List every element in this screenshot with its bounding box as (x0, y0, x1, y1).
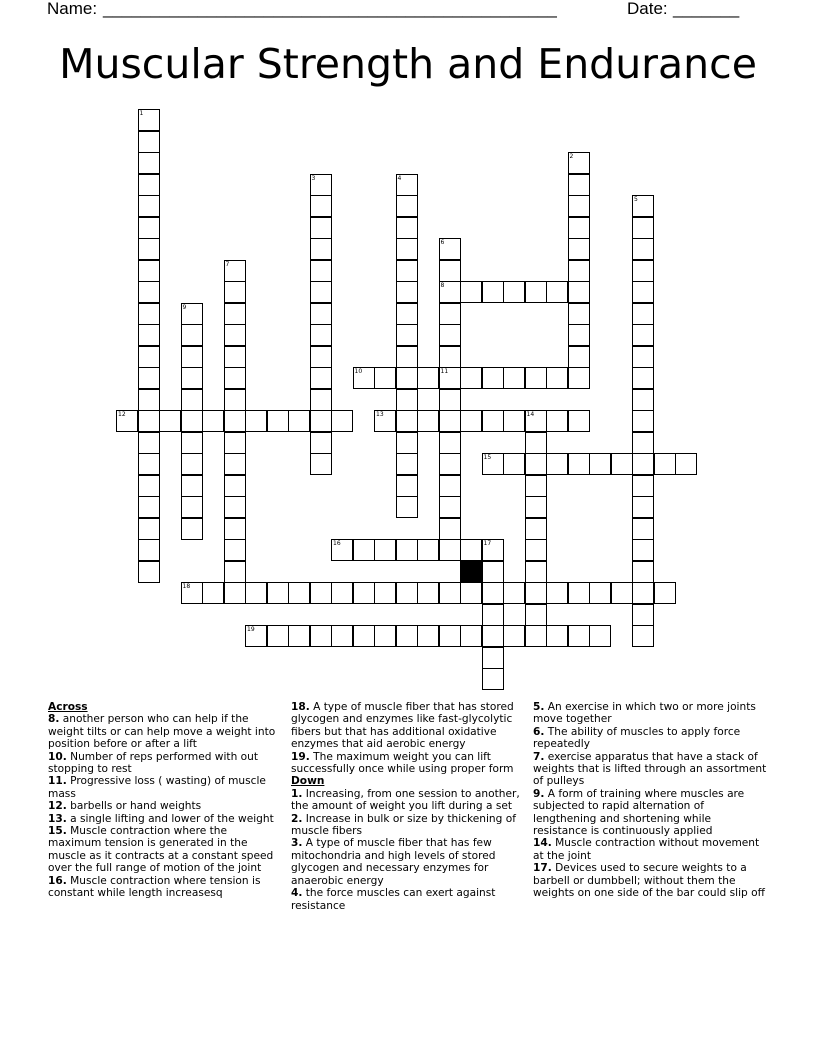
grid-cell[interactable] (396, 539, 418, 561)
grid-cell[interactable] (181, 346, 203, 368)
clue-number: 2 (569, 153, 574, 160)
grid-cell[interactable] (396, 582, 418, 604)
grid-cell[interactable] (525, 453, 547, 475)
clue-text: another person who can help if the weight tilts or can help move a weight into position before or after a lift (48, 713, 276, 751)
grid-cell[interactable] (181, 475, 203, 497)
grid-cell[interactable] (181, 367, 203, 389)
grid-cell[interactable] (632, 518, 654, 540)
grid-cell[interactable] (138, 281, 160, 303)
clue-text: A type of muscle fiber that has few mitochondria and high levels of stored glycogen and necessary enzymes for anaerobic energy (291, 837, 496, 887)
grid-cell[interactable] (310, 410, 332, 432)
grid-cell[interactable] (138, 260, 160, 282)
grid-cell[interactable] (525, 432, 547, 454)
down-clue (291, 837, 526, 887)
grid-cell[interactable] (138, 432, 160, 454)
clue-number: 13 (376, 411, 384, 418)
across-heading: Across (48, 701, 88, 713)
grid-cell[interactable] (439, 410, 461, 432)
clues-column-1 (48, 701, 283, 900)
clue-number: 18 (182, 583, 191, 590)
grid-cell[interactable] (632, 604, 654, 626)
down-clue (533, 726, 768, 751)
grid-cell[interactable] (224, 496, 246, 518)
clue-number: 17 (483, 540, 492, 547)
grid-cell[interactable] (224, 367, 246, 389)
clue-number-label: 9. (533, 787, 545, 800)
clue-text: A form of training where muscles are subjected to rapid alternation of lengthening and shortening while resistance is continuously applied (533, 787, 745, 838)
grid-cell[interactable] (503, 625, 525, 647)
grid-cell[interactable] (439, 324, 461, 346)
grid-cell[interactable] (353, 539, 375, 561)
grid-cell[interactable] (417, 539, 439, 561)
grid-cell[interactable] (632, 625, 654, 647)
grid-cell[interactable] (632, 496, 654, 518)
grid-cell[interactable] (525, 518, 547, 540)
grid-cell[interactable] (417, 625, 439, 647)
grid-cell[interactable] (525, 475, 547, 497)
grid-cell[interactable] (396, 389, 418, 411)
grid-cell[interactable] (353, 625, 375, 647)
grid-cell[interactable] (396, 410, 418, 432)
grid-cell[interactable] (568, 625, 590, 647)
grid-cell[interactable] (138, 410, 160, 432)
clue-number-label: 1. (291, 787, 303, 800)
grid-cell[interactable] (525, 582, 547, 604)
grid-cell[interactable] (138, 389, 160, 411)
across-clue (48, 813, 283, 825)
grid-cell[interactable] (632, 281, 654, 303)
grid-cell[interactable] (396, 367, 418, 389)
grid-cell[interactable] (396, 432, 418, 454)
grid-cell[interactable] (632, 475, 654, 497)
grid-cell[interactable] (138, 518, 160, 540)
grid-cell[interactable] (396, 496, 418, 518)
grid-cell[interactable] (224, 410, 246, 432)
grid-cell[interactable] (181, 518, 203, 540)
grid-cell[interactable] (288, 410, 310, 432)
grid-cell[interactable] (439, 496, 461, 518)
grid-cell[interactable] (546, 281, 568, 303)
grid-cell[interactable] (482, 647, 504, 669)
grid-cell[interactable] (568, 238, 590, 260)
grid-cell[interactable] (331, 625, 353, 647)
grid-cell[interactable] (632, 346, 654, 368)
grid-cell[interactable] (224, 453, 246, 475)
clue-number-label: 2. (291, 812, 303, 825)
across-clue (291, 751, 526, 776)
grid-cell[interactable] (310, 432, 332, 454)
clue-number: 6 (440, 239, 445, 246)
grid-cell[interactable] (224, 303, 246, 325)
grid-cell[interactable] (439, 432, 461, 454)
clue-number-label: 19. (291, 750, 310, 763)
grid-cell[interactable] (439, 518, 461, 540)
grid-cell[interactable] (138, 346, 160, 368)
grid-cell[interactable] (568, 174, 590, 196)
grid-cell[interactable] (546, 625, 568, 647)
grid-cell[interactable] (267, 625, 289, 647)
down-clue (291, 887, 526, 912)
grid-cell[interactable] (288, 625, 310, 647)
grid-cell[interactable] (460, 539, 482, 561)
grid-cell[interactable] (138, 303, 160, 325)
grid-cell[interactable] (460, 625, 482, 647)
clue-number-label: 14. (533, 837, 552, 850)
down-clue (533, 837, 768, 862)
grid-cell[interactable] (439, 260, 461, 282)
grid-cell[interactable] (589, 453, 611, 475)
clue-number-label: 7. (533, 750, 545, 763)
grid-cell[interactable] (310, 217, 332, 239)
grid-cell[interactable] (568, 324, 590, 346)
grid-cell[interactable] (568, 217, 590, 239)
clue-text: exercise apparatus that have a stack of weights that is lifted through an assortment of pulleys (533, 750, 767, 788)
date-line[interactable]: _______ (673, 0, 740, 18)
grid-cell[interactable] (181, 496, 203, 518)
grid-cell[interactable] (138, 539, 160, 561)
grid-cell[interactable] (396, 324, 418, 346)
grid-cell[interactable] (288, 582, 310, 604)
across-clues-part-1 (48, 713, 283, 899)
down-clue (291, 813, 526, 838)
clue-number: 14 (526, 411, 535, 418)
clue-text: Muscle contraction where the maximum tension is generated in the muscle as it contracts at a constant speed over the full range of motion of the joint (48, 825, 274, 875)
across-clue (48, 775, 283, 800)
clue-text: Muscle contraction where tension is constant while length increasesq (48, 874, 261, 900)
grid-cell[interactable] (138, 131, 160, 153)
grid-cell[interactable] (374, 367, 396, 389)
clue-text: barbells or hand weights (66, 800, 202, 813)
grid-cell[interactable] (138, 195, 160, 217)
grid-cell[interactable] (525, 604, 547, 626)
grid-cell[interactable] (138, 496, 160, 518)
grid-cell[interactable] (310, 238, 332, 260)
grid-cell[interactable] (460, 582, 482, 604)
grid-cell[interactable] (224, 281, 246, 303)
grid-cell[interactable] (439, 453, 461, 475)
grid-cell[interactable] (632, 324, 654, 346)
grid-cell[interactable] (439, 539, 461, 561)
grid-cell[interactable] (568, 281, 590, 303)
grid-cell[interactable] (460, 367, 482, 389)
grid-cell[interactable] (396, 475, 418, 497)
grid-cell[interactable] (417, 410, 439, 432)
clue-number-label: 11. (48, 775, 67, 788)
clue-text: Muscle contraction without movement at the joint (533, 837, 760, 862)
clue-number-label: 5. (533, 701, 545, 713)
grid-cell[interactable] (181, 453, 203, 475)
grid-cell[interactable] (632, 260, 654, 282)
clue-number-label: 6. (533, 725, 545, 738)
grid-cell[interactable] (654, 453, 676, 475)
down-clue (291, 788, 526, 813)
grid-cell[interactable] (267, 410, 289, 432)
grid-cell[interactable] (503, 410, 525, 432)
grid-cell[interactable] (138, 217, 160, 239)
grid-cell[interactable] (525, 367, 547, 389)
grid-cell[interactable] (310, 367, 332, 389)
grid-cell[interactable] (224, 324, 246, 346)
grid-cell[interactable] (546, 410, 568, 432)
grid-cell[interactable] (568, 195, 590, 217)
grid-cell[interactable] (310, 625, 332, 647)
grid-cell[interactable] (568, 367, 590, 389)
down-clues-part-1 (291, 788, 526, 912)
grid-cell[interactable] (310, 346, 332, 368)
clue-number: 3 (311, 174, 316, 182)
clue-number: 4 (397, 174, 402, 182)
grid-cell[interactable] (482, 582, 504, 604)
grid-cell[interactable] (181, 389, 203, 411)
clue-text: Number of reps performed with out stopping to rest (48, 750, 259, 776)
across-clue (48, 713, 283, 750)
clue-text: the force muscles can exert against resistance (291, 887, 496, 912)
grid-cell[interactable] (632, 453, 654, 475)
grid-cell[interactable] (439, 625, 461, 647)
grid-cell[interactable] (525, 625, 547, 647)
down-heading: Down (291, 775, 325, 788)
grid-cell[interactable] (632, 217, 654, 239)
grid-cell[interactable] (138, 475, 160, 497)
grid-cell[interactable] (503, 281, 525, 303)
grid-cell[interactable] (482, 410, 504, 432)
grid-cell[interactable] (202, 582, 224, 604)
grid-cell[interactable] (417, 582, 439, 604)
grid-cell[interactable] (181, 432, 203, 454)
date-label: Date: (627, 0, 668, 18)
grid-cell[interactable] (331, 410, 353, 432)
grid-cell[interactable] (310, 281, 332, 303)
grid-cell[interactable] (568, 346, 590, 368)
name-label: Name: (47, 0, 98, 18)
grid-cell[interactable] (224, 432, 246, 454)
grid-cell[interactable] (460, 410, 482, 432)
grid-cell[interactable] (525, 496, 547, 518)
clue-number: 19 (247, 626, 255, 633)
grid-cell[interactable] (138, 367, 160, 389)
clue-text: An exercise in which two or more joints move together (533, 701, 756, 726)
grid-cell[interactable] (568, 260, 590, 282)
clue-number-label: 12. (48, 800, 67, 813)
grid-cell[interactable] (374, 625, 396, 647)
grid-cell[interactable] (310, 582, 332, 604)
clue-number: 11 (440, 368, 449, 375)
grid-cell[interactable] (525, 561, 547, 583)
grid-cell[interactable] (310, 195, 332, 217)
across-clue (291, 701, 526, 751)
grid-cell[interactable] (611, 582, 633, 604)
grid-cell[interactable] (353, 582, 375, 604)
clues-column-2 (291, 701, 526, 912)
clue-text: The ability of muscles to apply force repeatedly (533, 725, 741, 751)
grid-cell[interactable] (632, 367, 654, 389)
across-clue (48, 751, 283, 776)
clue-text: Increase in bulk or size by thickening of muscle fibers (291, 812, 516, 838)
across-clue (48, 825, 283, 875)
grid-cell[interactable] (310, 453, 332, 475)
grid-cell[interactable] (374, 582, 396, 604)
grid-cell[interactable] (396, 346, 418, 368)
grid-cell[interactable] (546, 367, 568, 389)
grid-cell[interactable] (482, 604, 504, 626)
grid-cell[interactable] (138, 561, 160, 583)
grid-cell[interactable] (138, 238, 160, 260)
grid-cell[interactable] (245, 410, 267, 432)
grid-cell[interactable] (589, 625, 611, 647)
grid-cell[interactable] (310, 389, 332, 411)
across-clue (48, 875, 283, 900)
grid-cell[interactable] (439, 389, 461, 411)
clue-number: 9 (182, 303, 187, 311)
grid-cell[interactable] (439, 475, 461, 497)
clue-text: Increasing, from one session to another, the amount of weight you lift during a set (291, 787, 520, 813)
grid-cell[interactable] (396, 195, 418, 217)
grid-cell[interactable] (181, 410, 203, 432)
across-clue (48, 800, 283, 812)
grid-cell[interactable] (417, 367, 439, 389)
clue-number-label: 15. (48, 825, 67, 838)
grid-cell[interactable] (439, 346, 461, 368)
grid-cell[interactable] (632, 238, 654, 260)
clue-number: 12 (118, 411, 126, 418)
grid-cell[interactable] (589, 582, 611, 604)
grid-cell[interactable] (568, 303, 590, 325)
grid-cell[interactable] (396, 625, 418, 647)
clue-number-label: 13. (48, 812, 67, 825)
clue-number-label: 4. (291, 887, 303, 900)
grid-cell[interactable] (460, 281, 482, 303)
grid-cell[interactable] (632, 410, 654, 432)
grid-cell[interactable] (439, 303, 461, 325)
page-title: Muscular Strength and Endurance (59, 40, 757, 88)
grid-cell[interactable] (675, 453, 697, 475)
grid-cell[interactable] (568, 410, 590, 432)
grid-cell[interactable] (224, 389, 246, 411)
grid-cell[interactable] (654, 582, 676, 604)
clue-number-label: 18. (291, 701, 310, 713)
grid-cell[interactable] (396, 217, 418, 239)
clue-text: a single lifting and lower of the weight (66, 812, 274, 825)
grid-cell[interactable] (331, 582, 353, 604)
down-clue (533, 862, 768, 899)
grid-cell[interactable] (224, 346, 246, 368)
clue-number: 10 (354, 368, 363, 375)
grid-cell[interactable] (482, 561, 504, 583)
grid-cell[interactable] (138, 324, 160, 346)
clue-number-label: 3. (291, 837, 303, 850)
grid-cell[interactable] (632, 561, 654, 583)
grid-cell[interactable] (503, 582, 525, 604)
grid-cell[interactable] (310, 260, 332, 282)
clue-number: 5 (634, 196, 638, 203)
grid-cell[interactable] (503, 453, 525, 475)
clue-number-label: 8. (48, 713, 60, 726)
grid-cell[interactable] (396, 260, 418, 282)
grid-cell[interactable] (138, 453, 160, 475)
grid-cell[interactable] (632, 539, 654, 561)
down-clue (533, 701, 768, 726)
grid-cell[interactable] (482, 668, 504, 690)
name-line[interactable]: ________________________________________________ (103, 0, 557, 18)
grid-cell[interactable] (439, 582, 461, 604)
grid-cell[interactable] (396, 281, 418, 303)
clues-column-3 (533, 701, 768, 900)
grid-cell[interactable] (138, 152, 160, 174)
grid-cell[interactable] (396, 238, 418, 260)
grid-cell[interactable] (482, 625, 504, 647)
clue-number-label: 16. (48, 874, 67, 887)
clue-text: Progressive loss ( wasting) of muscle mass (48, 775, 266, 800)
grid-cell[interactable] (632, 582, 654, 604)
grid-cell[interactable] (632, 303, 654, 325)
grid-cell[interactable] (568, 453, 590, 475)
grid-cell[interactable] (267, 582, 289, 604)
clue-number: 8 (440, 282, 445, 289)
grid-cell[interactable] (525, 281, 547, 303)
grid-cell[interactable] (525, 539, 547, 561)
clue-number: 1 (139, 110, 144, 117)
grid-cell[interactable] (396, 453, 418, 475)
grid-cell[interactable] (202, 410, 224, 432)
grid-cell[interactable] (503, 367, 525, 389)
grid-cell[interactable] (482, 281, 504, 303)
grid-cell[interactable] (245, 582, 267, 604)
grid-cell[interactable] (138, 174, 160, 196)
clue-number: 16 (333, 540, 341, 547)
grid-cell[interactable] (374, 539, 396, 561)
grid-cell[interactable] (568, 582, 590, 604)
grid-cell[interactable] (611, 453, 633, 475)
down-clue (533, 751, 768, 788)
grid-cell[interactable] (310, 303, 332, 325)
grid-cell[interactable] (224, 475, 246, 497)
grid-cell[interactable] (159, 410, 181, 432)
down-clues-part-2 (533, 701, 768, 900)
clue-number-label: 10. (48, 750, 67, 763)
grid-cell[interactable] (224, 539, 246, 561)
grid-cell[interactable] (181, 324, 203, 346)
grid-cell[interactable] (632, 389, 654, 411)
grid-cell[interactable] (396, 303, 418, 325)
clue-text: Devices used to secure weights to a barbell or dumbbell; without them the weights on one side of the bar could slip off (533, 862, 765, 900)
grid-cell[interactable] (632, 432, 654, 454)
grid-cell[interactable] (224, 518, 246, 540)
down-clue (533, 788, 768, 838)
grid-cell[interactable] (482, 367, 504, 389)
grid-cell[interactable] (310, 324, 332, 346)
across-clues-part-2 (291, 701, 526, 775)
grid-cell[interactable] (224, 561, 246, 583)
clue-text: A type of muscle fiber that has stored glycogen and enzymes like fast-glycolytic fibers but that has additional oxidative enzymes that aid aerobic energy (291, 701, 514, 751)
clue-number-label: 17. (533, 862, 552, 875)
clue-number: 7 (225, 260, 230, 268)
block-cell (460, 561, 482, 583)
clue-number: 15 (483, 454, 492, 461)
grid-cell[interactable] (546, 582, 568, 604)
grid-cell[interactable] (224, 582, 246, 604)
grid-cell[interactable] (546, 453, 568, 475)
clue-text: The maximum weight you can lift successfully once while using proper form (291, 750, 514, 776)
